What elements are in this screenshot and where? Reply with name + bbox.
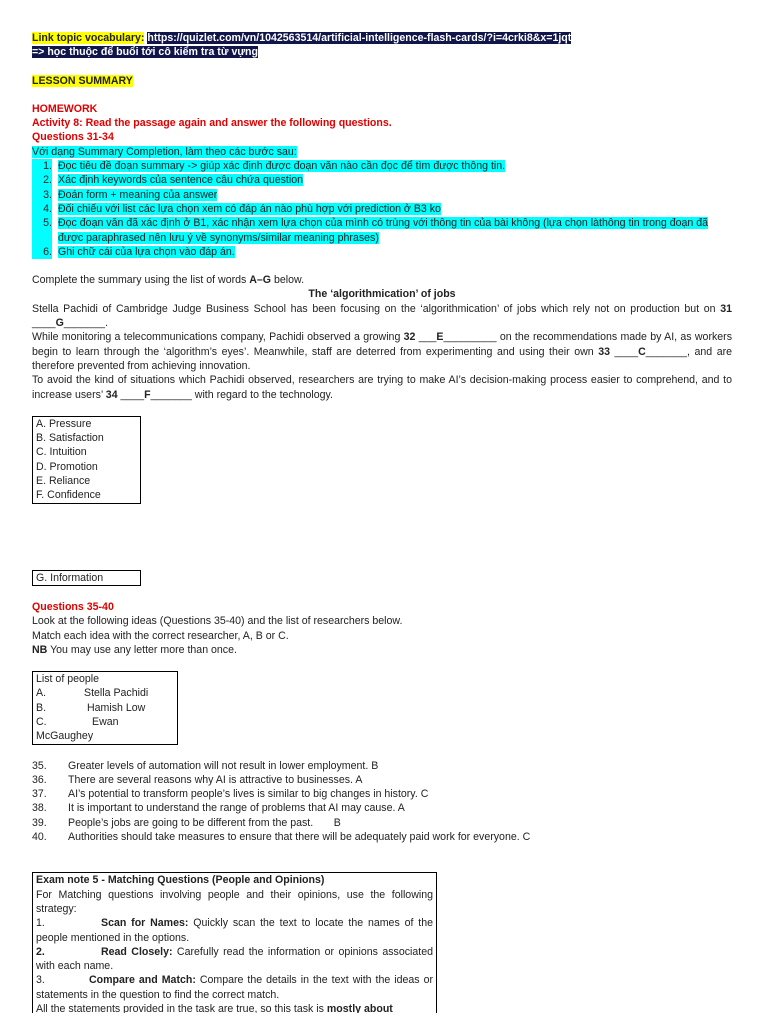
- question-row: 40. Authorities should take measures to ensure that there will be adequately paid work for everyone. C: [32, 831, 531, 844]
- step-item: [32, 159, 732, 173]
- exam-note-step-2: 2. Read Closely: Carefully read the information or opinions associated with each name.: [36, 945, 433, 973]
- step-item: [32, 188, 732, 202]
- step-num: 5.: [32, 216, 52, 245]
- word-option: C. Intuition: [36, 446, 87, 459]
- step-item: [32, 173, 732, 187]
- people-list-header: List of people: [36, 673, 100, 686]
- vocab-note: => học thuộc để buổi tới cô kiểm tra từ vựng: [32, 46, 258, 59]
- exam-note-last: All the statements provided in the task are true, so this task is mostly about: [36, 1003, 393, 1014]
- person-row: B. Hamish Low: [36, 701, 174, 715]
- step-text: Đọc tiêu đề đoạn summary -> giúp xác định được đoạn văn nào cần đọc để tìm được thông tin.: [58, 160, 506, 173]
- word-list-box-continued: [32, 570, 141, 586]
- lesson-summary-heading: LESSON SUMMARY: [32, 74, 133, 87]
- step-text: Đọc đoạn văn đã xác định ở B1, xác nhận xem lựa chọn của mình có trùng với thông tin của bài không (lựa chọn làthông tin trong đoạn đã được paraphrased nên lưu ý về synonyms/similar meaning phrases): [58, 217, 708, 244]
- word-list-box: [32, 416, 141, 504]
- answer-33: C: [638, 345, 646, 358]
- step-item: [32, 245, 732, 259]
- step-item: [32, 202, 732, 216]
- summary-paragraph-2: While monitoring a telecommunications company, Pachidi observed a growing 32 ___E_________ on the recommendations made by AI, as workers begin to learn through the ‘algorithm’s eyes’. Meanwhile, staff are deterred from experimenting and using their own 33 ____C_______, and are therefore prevented from achieving innovation.: [32, 331, 733, 372]
- question-row: 38. It is important to understand the range of problems that AI may cause. A: [32, 802, 405, 815]
- question-list: [32, 759, 732, 845]
- step-num: 1.: [32, 159, 52, 173]
- vocab-label: Link topic vocabulary:: [32, 32, 145, 44]
- word-option: D. Promotion: [36, 460, 98, 473]
- exam-note-step-1: 1. Scan for Names: Quickly scan the text to locate the names of the people mentioned in the options.: [36, 917, 434, 944]
- person-row: A. Stella Pachidi: [36, 686, 174, 700]
- step-text: Đối chiếu với list các lựa chọn xem có đáp án nào phù hợp với prediction ở B3 ko: [58, 202, 441, 215]
- answer-32: E: [436, 331, 444, 344]
- answer-31: G: [55, 317, 64, 330]
- step-num: 6.: [32, 245, 52, 259]
- word-option: A. Pressure: [36, 417, 92, 430]
- summary-intro: Với dạng Summary Completion, làm theo các bước sau:: [32, 145, 297, 158]
- exam-note-step-3: 3. Compare and Match: Compare the details in the text with the ideas or statements in the question to find the correct match.: [36, 974, 433, 1001]
- word-option: B. Satisfaction: [36, 432, 104, 445]
- step-text: Xác định keywords của sentence câu chứa question: [58, 174, 304, 187]
- question-row: 37. AI’s potential to transform people’s lives is similar to big changes in history. C: [32, 788, 429, 801]
- steps-list: [32, 159, 732, 259]
- word-option: G. Information: [36, 571, 104, 584]
- person-name: Stella Pachidi: [84, 687, 149, 700]
- answer-34: F: [144, 388, 151, 401]
- people-list-box: [32, 671, 178, 744]
- summary-paragraph-1: Stella Pachidi of Cambridge Judge Business School has been focusing on the ‘algorithmication’ of jobs which rely not on production but on 31 ____G_______.: [32, 302, 732, 330]
- homework-heading: HOMEWORK: [32, 102, 98, 115]
- vocab-note-line: [32, 45, 732, 59]
- document-page: [32, 31, 732, 1013]
- nb-line: NB You may use any letter more than once.: [32, 643, 237, 656]
- person-name: Ewan: [92, 715, 119, 728]
- person-name: Hamish Low: [87, 701, 146, 714]
- exam-note-box: [32, 872, 437, 1013]
- exam-note-title: Exam note 5 - Matching Questions (People and Opinions): [36, 874, 325, 887]
- questions-31-34-heading: Questions 31-34: [32, 131, 114, 144]
- question-row: 35. Greater levels of automation will not result in lower employment. B: [32, 759, 379, 772]
- summary-instruction: Complete the summary using the list of words A–G below.: [32, 274, 305, 287]
- q35-40-line-1: Look at the following ideas (Questions 35-40) and the list of researchers below.: [32, 615, 403, 628]
- person-row: C. Ewan: [36, 715, 174, 729]
- summary-title: The ‘algorithmication’ of jobs: [308, 288, 456, 301]
- exam-note-intro: For Matching questions involving people and their opinions, use the following strategy:: [36, 888, 433, 915]
- step-num: 4.: [32, 202, 52, 216]
- vocab-link[interactable]: https://quizlet.com/vn/1042563514/artificial-intelligence-flash-cards/?i=4crki8&x=1jqt: [147, 32, 572, 44]
- vocab-line: [32, 31, 732, 45]
- step-item: [32, 216, 732, 245]
- word-option: E. Reliance: [36, 475, 91, 488]
- question-row: 39. People’s jobs are going to be different from the past. B: [32, 816, 341, 829]
- person-name-overflow: McGaughey: [36, 730, 94, 743]
- question-row: 36. There are several reasons why AI is attractive to businesses. A: [32, 773, 363, 786]
- step-num: 3.: [32, 188, 52, 202]
- step-num: 2.: [32, 173, 52, 187]
- step-text: Ghi chữ cái của lựa chọn vào đáp án.: [58, 245, 235, 258]
- q35-40-line-2: Match each idea with the correct researcher, A, B or C.: [32, 629, 289, 642]
- summary-paragraph-3: To avoid the kind of situations which Pachidi observed, researchers are trying to make AI’s decision-making process easier to comprehend, and to increase users’ 34 ____F_______ with regard to the technology.: [32, 374, 732, 401]
- activity-heading: Activity 8: Read the passage again and answer the following questions.: [32, 117, 392, 130]
- step-text: Đoán form + meaning của answer: [58, 188, 218, 201]
- questions-35-40-heading: Questions 35-40: [32, 600, 114, 613]
- word-option: F. Confidence: [36, 489, 101, 502]
